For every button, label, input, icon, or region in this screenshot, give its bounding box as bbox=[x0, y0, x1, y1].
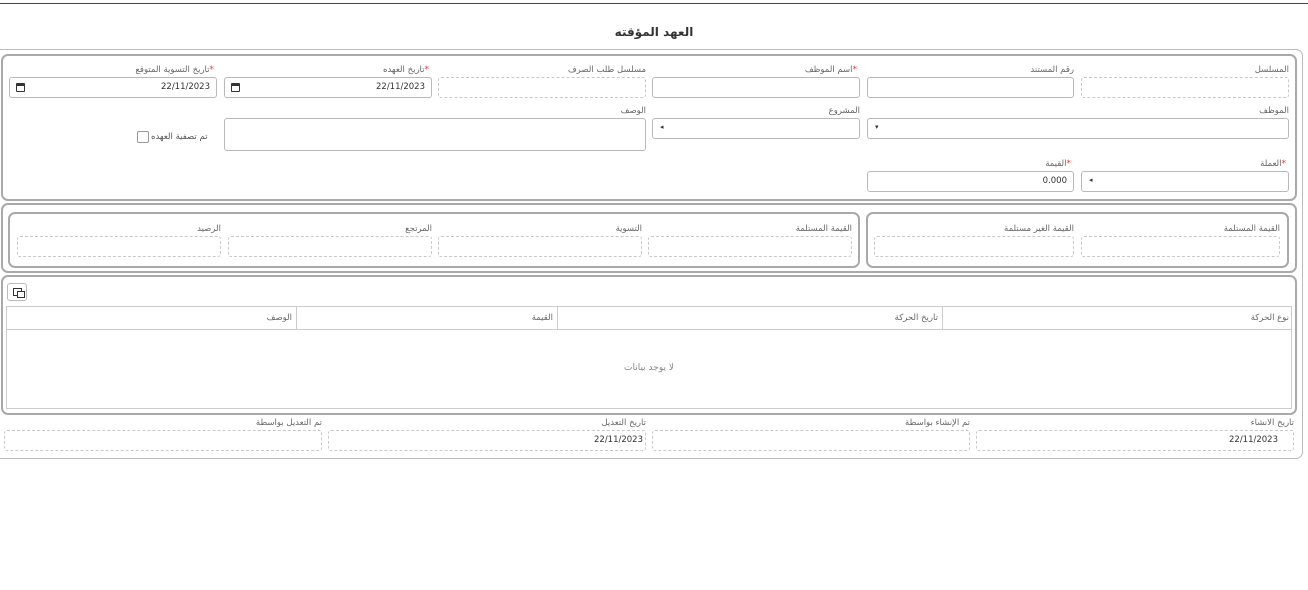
created-by-label: تم الإنشاء بواسطة bbox=[905, 418, 970, 428]
amount-value: 0.000 bbox=[1042, 176, 1067, 186]
expected-settlement-date-input[interactable] bbox=[9, 77, 217, 98]
left-received-value-input[interactable] bbox=[648, 236, 852, 257]
required-mark: * bbox=[209, 65, 214, 75]
custody-date-value: 22/11/2023 bbox=[376, 82, 425, 92]
created-date-value: 22/11/2023 bbox=[1229, 435, 1278, 445]
page-title: العهد المؤقته bbox=[614, 25, 694, 39]
chevron-down-icon[interactable]: ▾ bbox=[875, 123, 879, 131]
export-button[interactable] bbox=[7, 283, 27, 301]
received-value-label: القيمة المستلمة bbox=[1223, 224, 1280, 234]
spend-request-serial-input[interactable] bbox=[438, 77, 646, 98]
custody-cleared-checkbox[interactable] bbox=[137, 131, 149, 143]
movements-grid bbox=[6, 306, 1292, 409]
returned-label: المرتجع bbox=[405, 224, 432, 234]
top-divider bbox=[0, 3, 1308, 4]
employee-name-label: *اسم الموظف bbox=[804, 65, 857, 75]
column-header-description[interactable]: الوصف bbox=[266, 313, 292, 323]
project-select[interactable] bbox=[652, 118, 860, 139]
created-date-label: تاريخ الانشاء bbox=[1250, 418, 1294, 428]
chevron-left-icon[interactable]: ◂ bbox=[660, 123, 664, 131]
settlement-input[interactable] bbox=[438, 236, 642, 257]
not-received-value-label: القيمة الغير مستلمة bbox=[1004, 224, 1074, 234]
not-received-value-input[interactable] bbox=[874, 236, 1074, 257]
custody-date-label: *تاريخ العهده bbox=[383, 65, 429, 75]
custody-date-input[interactable] bbox=[224, 77, 432, 98]
calendar-icon[interactable] bbox=[16, 83, 25, 92]
empty-grid-message: لا يوجد بيانات bbox=[624, 363, 674, 373]
modified-by-label: تم التعديل بواسطة bbox=[255, 418, 322, 428]
employee-label: الموظف bbox=[1259, 106, 1289, 116]
spend-request-serial-label: مسلسل طلب الصرف bbox=[567, 65, 646, 75]
description-label: الوصف bbox=[620, 106, 646, 116]
expected-settlement-date-value: 22/11/2023 bbox=[161, 82, 210, 92]
amount-label: *القيمة bbox=[1045, 159, 1071, 169]
custody-cleared-label: تم تصفية العهده bbox=[151, 132, 208, 142]
expected-settlement-date-label: *تاريخ التسوية المتوقع bbox=[135, 65, 214, 75]
modified-date-label: تاريخ التعديل bbox=[601, 418, 646, 428]
serial-label: المسلسل bbox=[1254, 65, 1289, 75]
balance-input[interactable] bbox=[17, 236, 221, 257]
doc-no-label: رقم المستند bbox=[1030, 65, 1074, 75]
required-mark: * bbox=[424, 65, 429, 75]
settlement-label: التسوية bbox=[615, 224, 642, 234]
modified-date-value: 22/11/2023 bbox=[594, 435, 643, 445]
chevron-left-icon[interactable]: ◂ bbox=[1089, 176, 1093, 184]
column-header-movement-type[interactable]: نوع الحركة bbox=[942, 307, 1293, 330]
amount-input[interactable] bbox=[867, 171, 1074, 192]
currency-select[interactable] bbox=[1081, 171, 1289, 192]
left-received-value-label: القيمة المستلمة bbox=[795, 224, 852, 234]
doc-no-input[interactable] bbox=[867, 77, 1074, 98]
description-textarea[interactable] bbox=[224, 118, 646, 151]
required-mark: * bbox=[1281, 159, 1286, 169]
column-header-amount[interactable]: القيمة bbox=[296, 307, 557, 330]
custody-cleared-checkbox-group bbox=[137, 131, 207, 143]
calendar-icon[interactable] bbox=[231, 83, 240, 92]
created-date-input[interactable] bbox=[976, 430, 1294, 451]
project-label: المشروع bbox=[828, 106, 860, 116]
grid-header bbox=[7, 307, 1291, 330]
balance-label: الرصيد bbox=[197, 224, 221, 234]
required-mark: * bbox=[852, 65, 857, 75]
required-mark: * bbox=[1066, 159, 1071, 169]
employee-name-input[interactable] bbox=[652, 77, 860, 98]
employee-select[interactable] bbox=[867, 118, 1289, 139]
serial-input[interactable] bbox=[1081, 77, 1289, 98]
column-header-movement-date[interactable]: تاريخ الحركة bbox=[557, 307, 942, 330]
copy-icon bbox=[13, 288, 22, 296]
modified-by-input[interactable] bbox=[4, 430, 322, 451]
created-by-input[interactable] bbox=[652, 430, 970, 451]
returned-input[interactable] bbox=[228, 236, 432, 257]
currency-label: *العملة bbox=[1260, 159, 1286, 169]
modified-date-input[interactable] bbox=[328, 430, 646, 451]
received-value-input[interactable] bbox=[1081, 236, 1280, 257]
